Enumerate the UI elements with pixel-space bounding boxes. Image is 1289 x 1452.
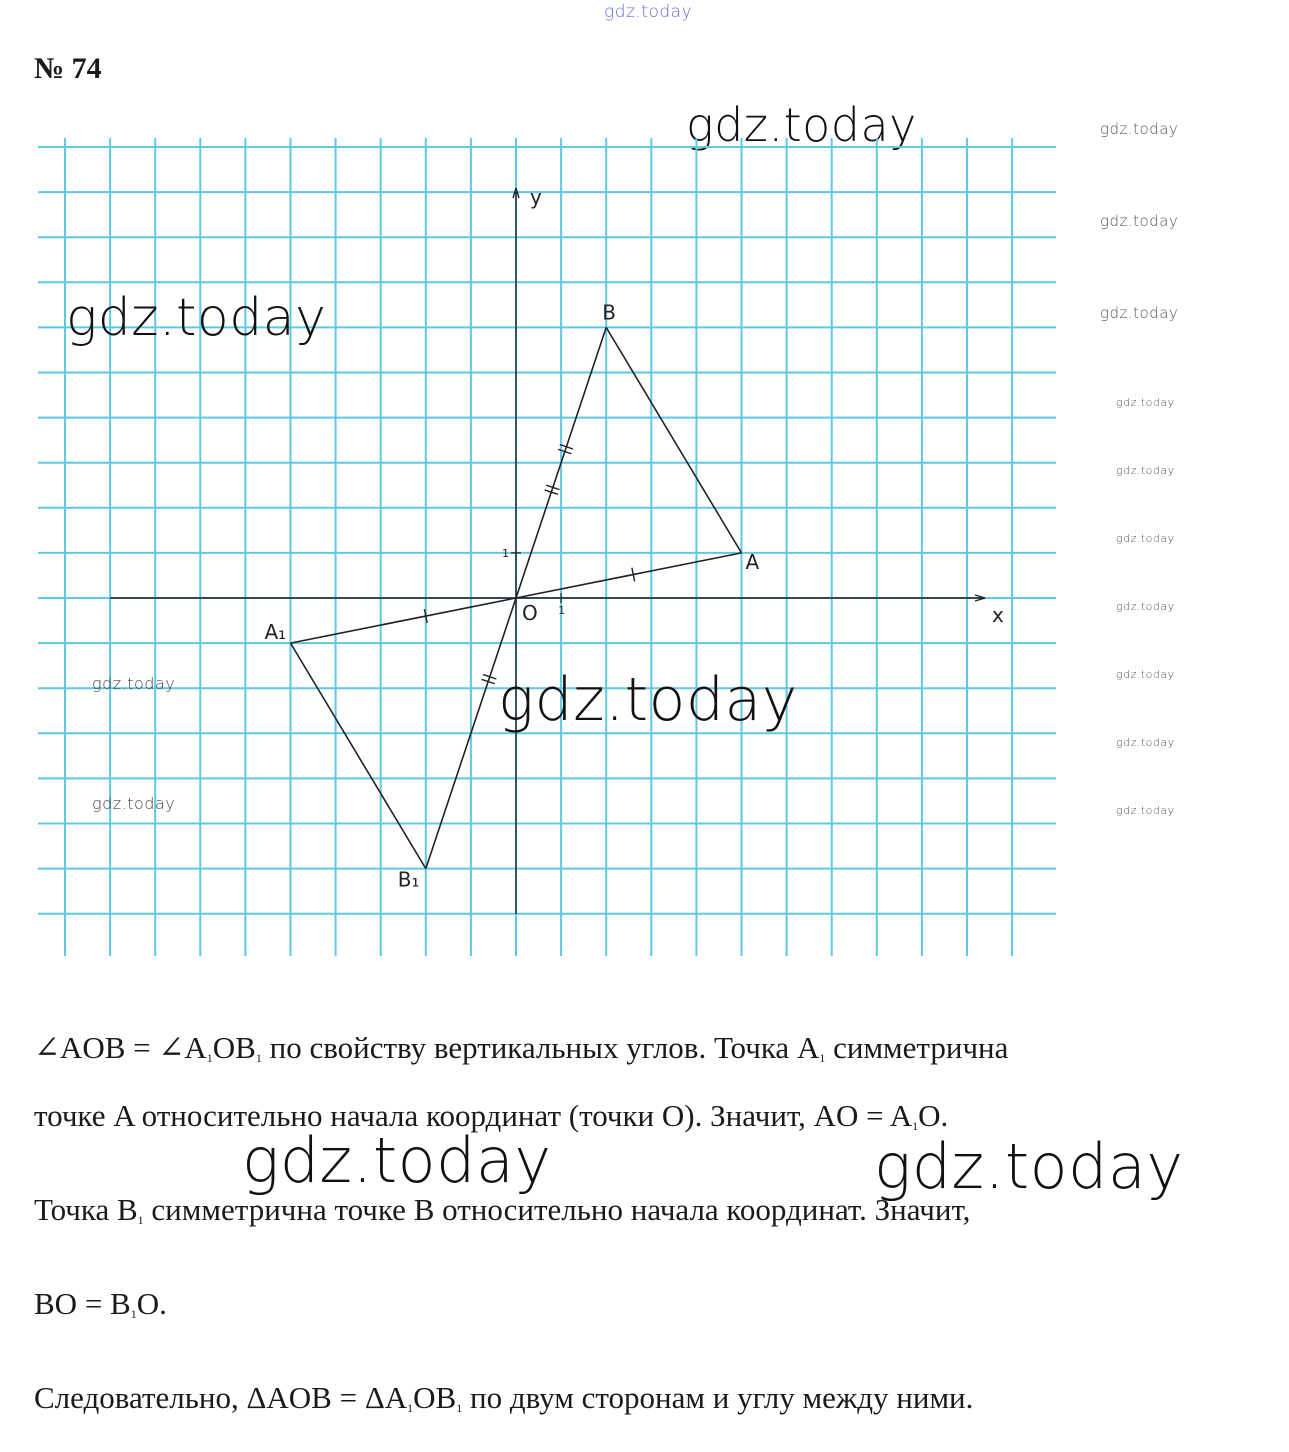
axis-x-label: x [992,603,1004,627]
watermark: gdz.today [66,288,327,348]
watermark: gdz.today [1116,396,1175,409]
segment-AB [606,327,741,553]
watermark: gdz.today [604,2,693,22]
unit-x-label: 1 [558,604,566,617]
watermark: gdz.today [92,674,176,693]
watermark: gdz.today [92,794,176,813]
text-line-3: Точка $B_1$ симметрична точке B относительно начала координат. Значит, [34,1192,971,1227]
watermark: gdz.today [1116,600,1175,613]
text-line-5: Следовательно, $\Delta AOB = \Delta A_1OB_1$ по двум сторонам и углу между ними. [34,1380,974,1415]
watermark: gdz.today [1100,120,1179,138]
watermark: gdz.today [1116,532,1175,545]
coordinate-grid [0,130,1289,960]
segment-OA1 [291,598,517,643]
text-line-4: BO = $B_1O$. [34,1286,167,1321]
point-labels [265,300,760,891]
axis-y-label: y [530,185,542,209]
unit-y-label: 1 [502,546,509,560]
watermark: gdz.today [1100,212,1179,230]
text-line-2: точке A относительно начала координат (точки O). Значит, AO = $A_1O$. [34,1098,949,1133]
watermark: gdz.today [1116,464,1175,477]
text-line-1: ∠AOB = $\angle A_1OB_1$ по свойству вертикальных углов. Точка $A_1$ симметрична [34,1030,1009,1065]
equal-segment-ticks [424,445,634,684]
origin-label: O [522,601,538,625]
point-label-A1: A₁ [264,620,287,645]
watermark: gdz.today [1116,804,1175,817]
segment-OA [516,553,742,598]
watermark: gdz.today [242,1124,552,1197]
watermark: gdz.today [1100,304,1179,322]
grid-lines [38,138,1056,956]
problem-number: № 74 [34,52,102,85]
point-label-A: A [745,549,760,574]
segment-A1B1 [291,643,426,869]
point-label-B1: B₁ [397,867,420,892]
watermark: gdz.today [1116,736,1175,749]
watermark: gdz.today [498,665,798,735]
watermark: gdz.today [686,98,917,152]
watermark: gdz.today [1116,668,1175,681]
point-label-B: B [602,300,616,325]
watermark: gdz.today [874,1130,1184,1203]
